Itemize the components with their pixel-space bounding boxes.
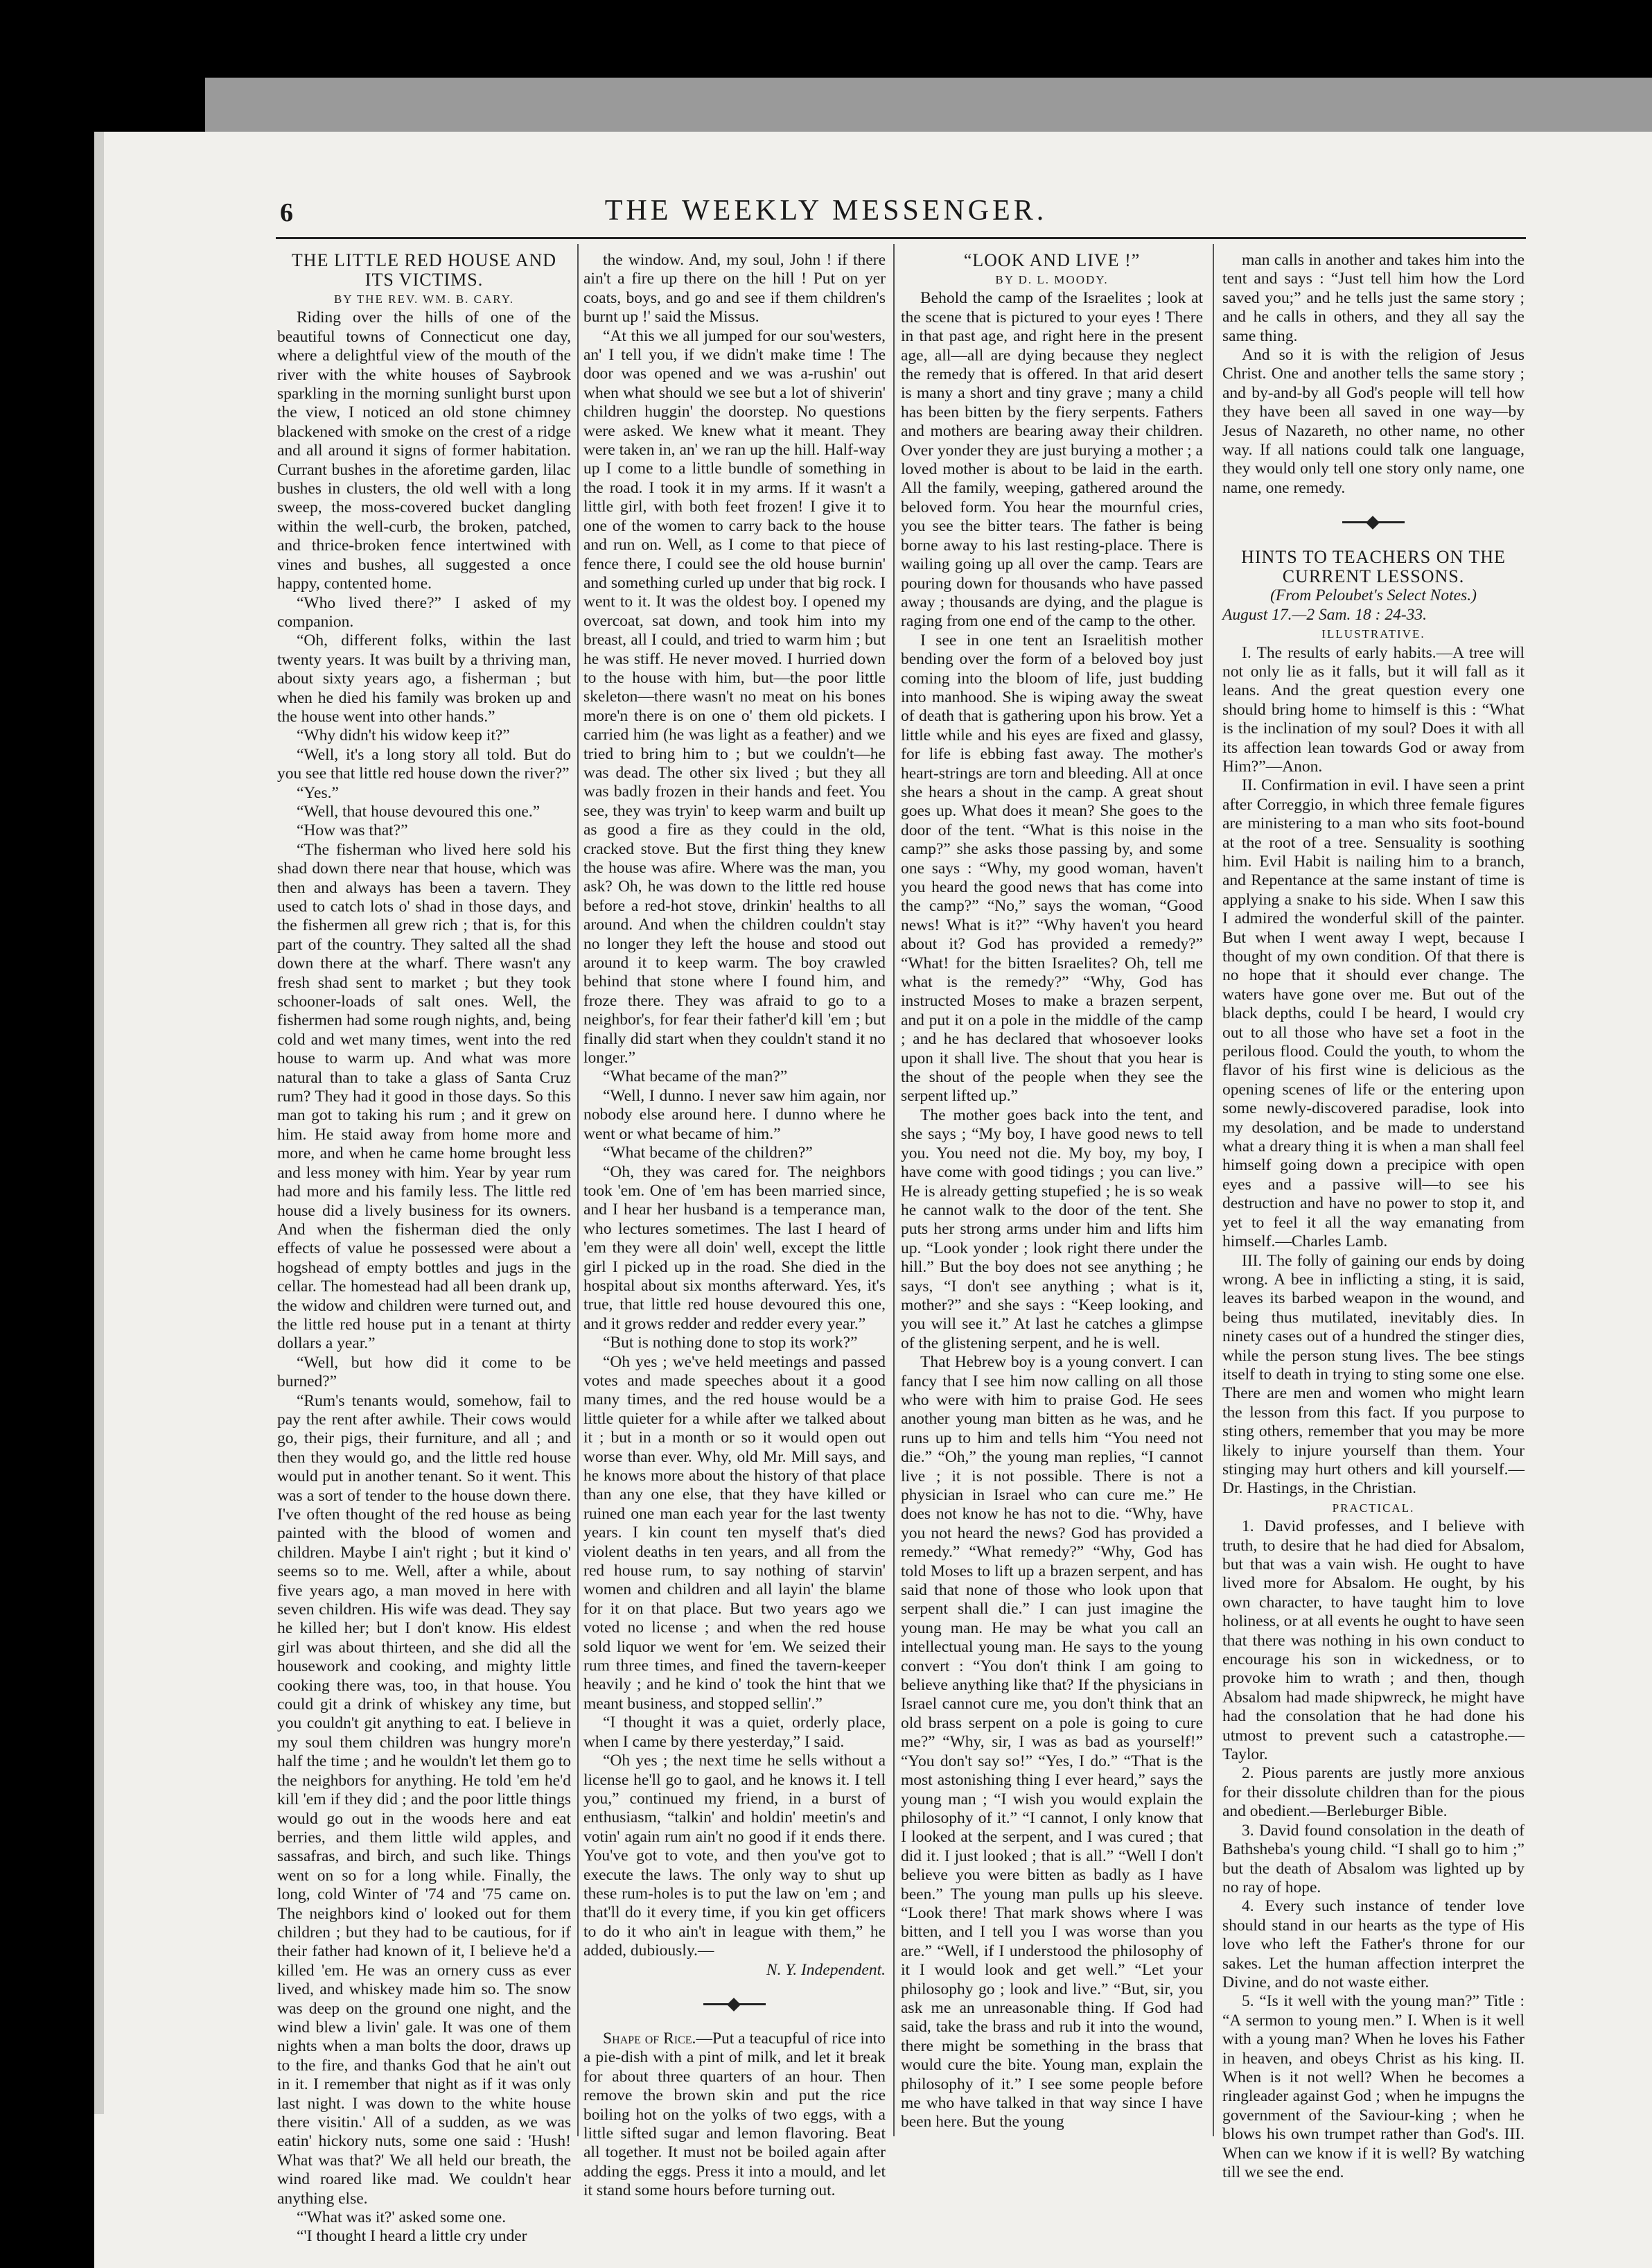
paragraph: the window. And, my soul, John ! if there ain't a fire up there on the hill ! Put on yer coats, boys, and go and see if them children's burnt up !' said the Missus. [583, 251, 886, 326]
recipe-text: —Put a teacupful of rice into a pie-dish with a pint of milk, and let it break for about three quarters of an hour. Then remove the brown skin and put the rice boiling hot on the yolks of two eggs, with a little sifted sugar and lemon flavoring. Beat all together. It must not be boiled again after adding the eggs. Press it into a mould, and let it stand some hours before turning out. [583, 2029, 886, 2200]
paragraph: “Who lived there?” I asked of my companion. [277, 593, 571, 631]
article-title: THE LITTLE RED HOUSE AND ITS VICTIMS. [291, 250, 557, 290]
illustrative-item: II. Confirmation in evil. I have seen a print after Correggio, in which three female figures are ministering to a man who sits foot-bound at the root of a tree. Sensuality is soothing him. Evil Habit is nailing him to a branch, and Repentance at the same instant of time is applying a snake to his side. When I saw this I admired the wonderful skill of the painter. But when I went away I wept, because I thought of my own condition. Of that there is no hope that it should ever change. The waters have gone over me. But out of the black depths, could I be heard, I would cry out to all those who have set a foot in the perilous flood. Could the youth, to whom the flavor of his first wine is delicious as the opening scenes of life or the entering upon some newly-discovered paradise, look into my desolation, and be made to understand what a dreary thing it is when a man shall feel himself going down a precipice with open eyes and a passive will—to see his destruction and have no power to stop it, and yet to feel it all the way emanating from himself.—Charles Lamb. [1222, 776, 1524, 1251]
paragraph: “Rum's tenants would, somehow, fail to pay the rent after awhile. Their cows would go, their pigs, their furniture, and all ; and then they would go, and the little red house would put in another tenant. So it went. This was a sort of tender to the house down there. I've often thought of the red house as being painted with the blood of women and children. Maybe I ain't right ; but it kind o' seems so to me. Well, after a while, about five years ago, a man moved in here with seven children. His wife was dead. They say he killed her; but I don't know. His eldest girl was about thirteen, and she did all the housework and cooking, and mighty little cooking there was, too, in that house. You could git a drink of whiskey any time, but you couldn't git anything to eat. I believe in my soul them children was hungry more'n half the time ; and he wouldn't let them go to the neighbors for anything. He told 'em he'd kill 'em if they did ; and the poor little things would go out in the woods here and eat berries, and them little wild apples, and sassafras, and birch, and such like. Things went on so for a long while. Finally, the long, cold Winter of '74 and '75 came on. The neighbors kind o' looked out for them children ; but they had to be cautious, for if their father had known of it, I believe he'd a killed 'em. He was an ornery cuss as ever lived, and whiskey made him so. The snow was deep on the ground one night, and the wind blew a livin' gale. It was one of them nights when a man bolts the door, draws up to the fire, and thanks God that he ain't out in it. I remember that night as if it was only last night. I was down to the white house there visitin.' All of a sudden, as we was eatin' hickory nuts, some one said : 'Hush! What was that?' We all held our breath, the wind roared like mad. We couldn't hear anything else. [277, 1391, 571, 2208]
illustrative-item: I. The results of early habits.—A tree will not only lie as it falls, but it will fall as it leans. And the great question every one should bring home to himself is this : “What is the inclination of my soul? Does it with all its affection lean towards God or away from Him?”—Anon. [1222, 643, 1524, 776]
article-byline: BY THE REV. WM. B. CARY. [333, 293, 515, 306]
paragraph: “Oh, different folks, within the last twenty years. It was built by a thriving man, about sixty years ago, a fisherman ; but when he died his family was broken up and the house went into other hands.” [277, 631, 571, 726]
paragraph: And so it is with the religion of Jesus Christ. One and another tells the same story ; and by-and-by all God's people will tell how they have been all saved in one way—by Jesus of Nazareth, no other name, no other way. If all nations could talk one language, they would only tell one story only name, one name, one remedy. [1222, 346, 1524, 497]
paragraph: “Well, that house devoured this one.” [297, 802, 541, 821]
practical-item: 4. Every such instance of tender love should stand in our hearts as the type of His love who left the Father's throne for our sakes. Let the human affection interpret the Divine, and do not waste either. [1222, 1897, 1524, 1991]
paragraph: “Why didn't his widow keep it?” [297, 726, 510, 745]
article-body-continued [583, 251, 886, 1961]
paragraph: The mother goes back into the tent, and she says ; “My boy, I have good news to tell you. You need not die. My boy, my boy, I have come with good tidings ; you can live.” He is already getting stupefied ; he is so weak he cannot walk to the door of the tent. She puts her strong arms under him and lifts him up. “Look yonder ; look right there under the hill.” But the boy does not see anything ; he says, “I don't see anything ; what is it, mother?” and she says : “Keep looking, and you will see it.” At last he catches a glimpse of the glistening serpent, and he is well. [901, 1106, 1203, 1352]
hints-source: (From Peloubet's Select Notes.) [1270, 586, 1477, 605]
header-rule [276, 237, 1526, 239]
hints-title: HINTS TO TEACHERS ON THE CURRENT LESSONS. [1241, 547, 1506, 587]
paragraph: “How was that?” [297, 821, 408, 840]
paragraph: “Oh yes ; we've held meetings and passed votes and made speeches about it a good many times, and the red house would be a little quieter for a while after we talked about it ; but in a month or so it would open out worse than ever. Why, old Mr. Mill says, and he knows more about the history of that place than any one else, that they have killed or ruined one man each year for the last twenty years. I kin count ten myself that's died violent deaths in ten years, and all from the red house rum, to say nothing of starvin' women and children and all layin' the blame for it on that place. But two years ago we voted no license ; and when the red house sold liquor we went for 'em. We seized their rum three times, and fined the tavern-keeper heavily ; and he kind o' took the hint that we meant business, and stopped sellin'.” [583, 1352, 886, 1713]
article-source: N. Y. Independent. [766, 1960, 886, 1979]
paragraph: “Well, but how did it come to be burned?” [277, 1353, 571, 1391]
paragraph: “'What was it?' asked some one. [297, 2208, 507, 2227]
paragraph: I see in one tent an Israelitish mother bending over the form of a beloved boy just coming into the bloom of life, just budding into manhood. She is wiping away the sweat of death that is gathering upon his brow. Yet a little while and his eyes are fixed and glassy, for life is ebbing fast away. The mother's heart-strings are torn and bleeding. All at once she hears a shout in the camp. A great shout goes up. What does it mean? She goes to the door of the tent. “What is this noise in the camp?” she asks those passing by, and some one says : “Why, my good woman, haven't you heard the good news that has come into the camp?” “No,” says the woman, “Good news! What is it?” “Why haven't you heard about it? God has provided a remedy?” “What! for the bitten Israelites? Oh, tell me what is the remedy?” “Why, God has instructed Moses to make a brazen serpent, and put it on a pole in the middle of the camp ; and he has declared that whosoever looks upon it shall live. The shout that you hear is the shout of the people when they see the serpent lifted up.” [901, 631, 1203, 1106]
illustrative-section [1222, 644, 1524, 1499]
column-2 [583, 251, 886, 2200]
illustrative-item: III. The folly of gaining our ends by doing wrong. A bee in inflicting a sting, it is said, leaves its barbed weapon in the wound, and being thus mutilated, inevitably dies. In ninety cases out of a hundred the stinger dies, while the person stung lives. The bee stings itself to death in trying to sting some one else. There are men and women who might learn the lesson from this fact. If you purpose to sting others, remember that you may be more likely to injure yourself than them. Your stinging may hurt others and kill yourself.—Dr. Hastings, in the Christian. [1222, 1251, 1524, 1498]
paragraph: man calls in another and takes him into the tent and says : “Just tell him how the Lord saved you;” and he tells just the same story ; and he calls in others, and they all say the same thing. [1222, 251, 1524, 345]
paragraph: “Oh, they was cared for. The neighbors took 'em. One of 'em has been married since, and I hear her husband is a temperance man, who lectures sometimes. The last I heard of 'em they were all doin' well, except the little girl I picked up in the road. She died in the hospital about six months afterward. Yes, it's true, that little red house devoured this one, and it grows redder and redder every year.” [583, 1162, 886, 1333]
paragraph: “What became of the man?” [603, 1067, 788, 1086]
column-1 [277, 250, 571, 2246]
paragraph: “Yes.” [297, 783, 339, 802]
paragraph: “I thought it was a quiet, orderly place, when I came by there yesterday,” I said. [583, 1713, 886, 1751]
article-title: “LOOK AND LIVE !” [963, 250, 1141, 270]
column-divider [577, 244, 579, 2136]
column-3 [901, 250, 1203, 2131]
column-divider [1213, 244, 1214, 2136]
practical-item: 2. Pious parents are justly more anxious for their dissolute children than for the pious and obedient.—Berleburger Bible. [1222, 1764, 1524, 1821]
recipe-title: Shape of Rice. [603, 2029, 696, 2048]
section-ornament [1222, 509, 1524, 537]
masthead: THE WEEKLY MESSENGER. [604, 195, 1048, 227]
paragraph: “The fisherman who lived here sold his shad down there near that house, which was then and always has been a tavern. They used to catch lots o' shad in those days, and the fishermen all grew rich ; that is, for this part of the country. They salted all the shad down there at the wharf. There wasn't any fresh shad sent to market ; but they took schooner-loads of salt ones. Well, the fishermen had some rough nights, and, being cold and wet many times, went into the red house to warm up. And what was more natural than to take a glass of Santa Cruz rum? They had it good in those days. So this man got to taking his rum ; and it grew on him. He staid away from home more and more, and when he came home brought less and less money with him. Year by year rum had more and his family less. The little red house did a lively business for its owners. And when the fisherman died the only effects of value he possessed were about a hogshead of empty bottles and jugs in the cellar. The homestead had all been drank up, the widow and children were turned out, and the little red house put in a tenant at thirty dollars a year.” [277, 840, 571, 1353]
paragraph: “Oh yes ; the next time he sells without a license he'll go to gaol, and he knows it. I tell you,” continued my friend, in a burst of enthusiasm, “talkin' and holdin' meetin's and votin' again rum ain't no good if it ends there. You've got to vote, and then you've got to execute the laws. The only way to shut up these rum-holes is to put the law on 'em ; and that'll do it every time, if you kin get officers to do it who ain't in league with them,” he added, dubiously.— [583, 1752, 886, 1960]
page-binding-edge [94, 132, 104, 2114]
practical-item: 1. David professes, and I believe with truth, to desire that he had died for Absalom, but that was a vain wish. He ought to have lived more for Absalom. He ought, by his own character, to have taught him to love holiness, or at all events he ought to have seen that there was nothing in his own conduct to encourage his son in wickedness, or to provoke him to wrath ; and then, though Absalom had made shipwreck, he might have had the consolation that he had done his utmost to prevent such a catastrophe.—Taylor. [1222, 1517, 1524, 1764]
paragraph: Behold the camp of the Israelites ; look at the scene that is pictured to your eyes ! There in that past age, and right here in the present age, all—all are dying because they neglect the remedy that is offered. In that arid desert is many a short and tiny grave ; many a child has been bitten by the fiery serpents. Fathers and mothers are bearing away their children. Over yonder they are just burying a mother ; a loved mother is about to be laid in the earth. All the family, weeping, gathered around the beloved form. You hear the mournful cries, you see the bitter tears. The father is being borne away to his last resting-place. There is wailing going up all over the camp. Tears are pouring down for thousands who have passed away ; thousands are dying, and the plague is raging from one end of the camp to the other. [901, 289, 1203, 631]
paragraph: “'I thought I heard a little cry under [297, 2227, 527, 2246]
practical-label: PRACTICAL. [1332, 1501, 1415, 1515]
paragraph: “At this we all jumped for our sou'westers, an' I tell you, if we didn't make time ! The door was opened and we was a-rushin' out when what should we see but a lot of shiverin' children huggin' the doorstep. No questions were asked. We knew what it meant. They were taken in, an' we ran up the hill. Half-way up I come to a little bundle of something in the road. I took it in my arms. If it wasn't a little girl, with both feet frozen! I give it to one of the women to carry back to the house and run on. Well, as I come to that piece of fence there, I could see the old house burnin' and something curled up under that big rock. I went to it. It was the oldest boy. I opened my overcoat, sat down, and took him into my breast, all I could, and tried to warm him ; but he was stiff. He never moved. I hurried down to the house with him, but—the poor little skeleton—there wasn't no meat on his bones more'n there is on one o' them old pickets. I carried him (he was light as a feather) and we tried to bring him to ; but we couldn't—he was dead. The other six lived ; but they all was badly frozen in their hands and feet. You see, they was tryin' to keep warm and built up as good a fire as they could in the old, cracked stove. But the first thing they knew the house was afire. Where was the man, you ask? Oh, he was down to the little red house before a red-hot stove, drinkin' healths to all around. And when the children couldn't stay no longer they left the house and stood out around it to keep warm. The boy crawled behind that stone where I found him, and froze there. They was afraid to go to a neighbor's, for fear their father'd kill 'em ; but finally did start when they couldn't stand it no longer.” [583, 326, 886, 1067]
paragraph: “What became of the children?” [603, 1144, 813, 1162]
article-body [901, 289, 1203, 2131]
column-4 [1222, 251, 1524, 2181]
section-ornament [583, 1991, 886, 2018]
paragraph: “Well, I dunno. I never saw him again, nor nobody else around here. I dunno where he went or what became of him.” [583, 1086, 886, 1143]
paragraph: “But is nothing done to stop its work?” [603, 1334, 858, 1352]
article-byline: BY D. L. MOODY. [995, 273, 1109, 286]
practical-section [1222, 1517, 1524, 2182]
paragraph: Riding over the hills of one of the beautiful towns of Connecticut one day, where a delightful view of the mouth of the river with the white houses of Saybrook sparkling in the morning sunlight burst upon the view, I noticed an old stone chimney blackened with smoke on the crest of a ridge and all around it signs of former habitation. Currant bushes in the aforetime garden, lilac bushes in clusters, the old well with a long sweep, the moss-covered bucket dangling within the well-curb, the broken, patched, and thrice-broken fence intertwined with vines and bushes, all suggested a once happy, contented home. [277, 308, 571, 593]
column-divider [893, 244, 895, 2136]
practical-item: 5. “Is it well with the young man?” Title : “A sermon to young men.” I. When is it well with a young man? When he loves his Father in heaven, and obeys Christ as his king. II. When is it not well? When he becomes a ringleader against God ; when he impugns the government of the Saviour-king ; when he blows his own trumpet rather than God's. III. When can we know if it is well? By watching till we see the end. [1222, 1992, 1524, 2181]
article-body [277, 308, 571, 2246]
paragraph: That Hebrew boy is a young convert. I can fancy that I see him now calling on all those who were with him to praise God. He sees another young man bitten as he was, and he runs up to him and tells him “You need not die.” “Oh,” the young man replies, “I cannot live ; it is not possible. There is not a physician in Israel who can cure me.” He does not know he has not to die. “Why, have you not heard the news? God has provided a remedy.” “What remedy?” “Why, God has told Moses to lift up a brazen serpent, and has said that none of those who look upon that serpent shall die.” I can just imagine the young man. He may be what you call an intellectual young man. He says to the young convert : “You don't think I am going to believe anything like that? If the physicians in Israel cannot cure me, you don't think that an old brass serpent on a pole is going to cure me?” “Why, sir, I was as bad as yourself!” “You don't say so!” “Yes, I do.” “That is the most astonishing thing I ever heard,” says the young man ; “I wish you would explain the philosophy of it.” “I cannot, I only know that I looked at the serpent, and I was cured ; that did it. I just looked ; that is all.” “Well I don't believe you were bitten as badly as I have been.” The young man pulls up his sleeve. “Look there! That mark shows where I was bitten, and I tell you I was worse than you are.” “Well, if I understood the philosophy of it I would look and get well.” “Let your philosophy go ; look and live.” “But, sir, you ask me an unreasonable thing. If God had said, take the brass and rub it into the wound, there might be something in the brass that would cure the bite. Young man, explain the philosophy of it.” I see some people before me who have talked in that way since I have been here. But the young [901, 1353, 1203, 2131]
recipe-paragraph [583, 2030, 886, 2201]
article-body-continued [1222, 251, 1524, 498]
hints-date: August 17.—2 Sam. 18 : 24-33. [1222, 605, 1427, 624]
illustrative-label: ILLUSTRATIVE. [1321, 627, 1425, 641]
paragraph: “Well, it's a long story all told. But do you see that little red house down the river?” [277, 745, 571, 783]
page-number: 6 [280, 198, 293, 227]
practical-item: 3. David found consolation in the death of Bathsheba's young child. “I shall go to him ;” but the death of Absalom was lighted up by no ray of hope. [1222, 1821, 1524, 1896]
